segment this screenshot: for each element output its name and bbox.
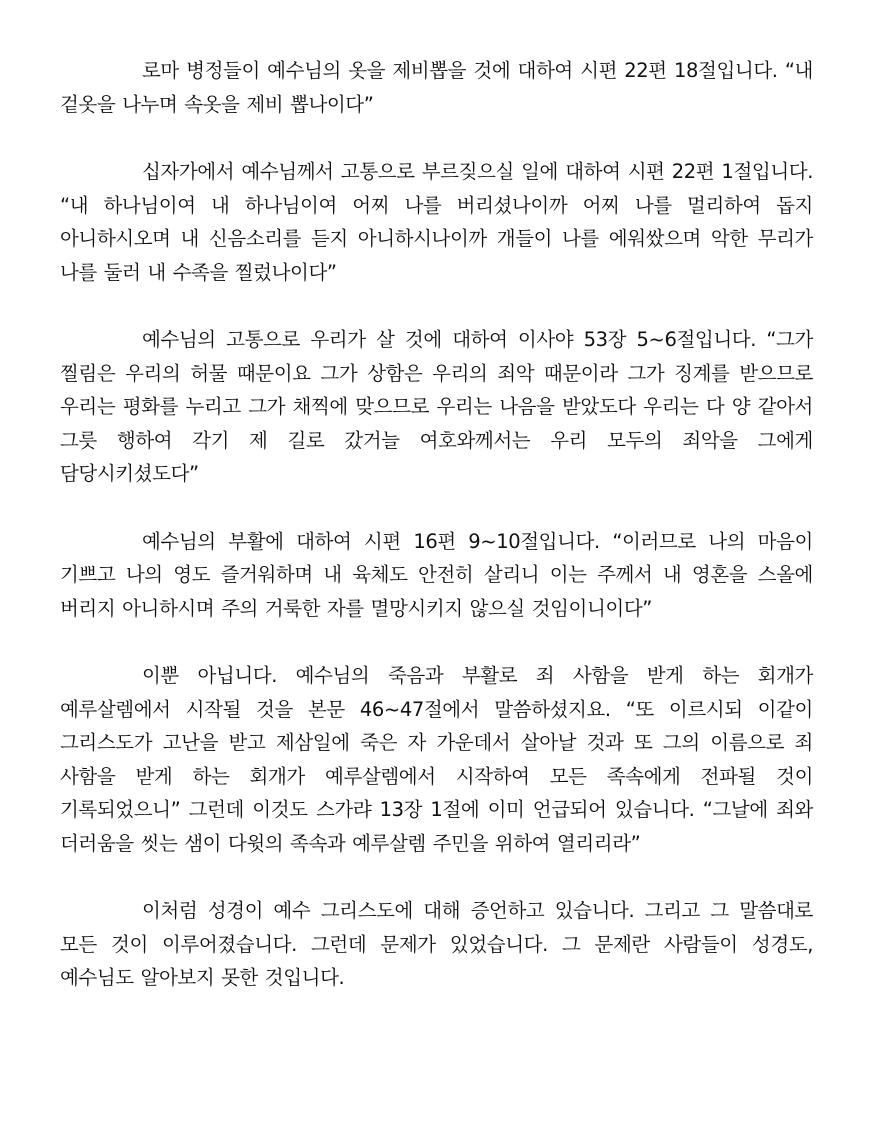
paragraph-psalm-16: 예수님의 부활에 대하여 시편 16편 9~10절입니다. “이러므로 나의 마음이 기쁘고 나의 영도 즐거워하며 내 육체도 안전히 살리니 이는 주께서 내 영혼을 스올에 버리지 아니하시며 주의 거룩한 자를 멸망시키지 않으실 것임이니이다”	[60, 529, 813, 620]
paragraph-psalm-22-18: 로마 병정들이 예수님의 옷을 제비뽑을 것에 대하여 시편 22편 18절입니다. “내 겉옷을 나누며 속옷을 제비 뽑나이다”	[60, 59, 813, 116]
paragraph-psalm-22-1: 십자가에서 예수님께서 고통으로 부르짖으실 일에 대하여 시편 22편 1절입니다. “내 하나님이여 내 하나님이여 어찌 나를 버리셨나이까 어찌 나를 멀리하여 돕지 아니하시오며 내 신음소리를 듣지 아니하시나이까 개들이 나를 에워쌌으며 악한 무리가 나를 둘러 내 수족을 찔렀나이다”	[60, 160, 813, 284]
paragraph-scripture-testimony: 이처럼 성경이 예수 그리스도에 대해 증언하고 있습니다. 그리고 그 말씀대로 모든 것이 이루어졌습니다. 그런데 문제가 있었습니다. 그 문제란 사람들이 성경도, 예수님도 알아보지 못한 것입니다.	[60, 899, 813, 989]
paragraph-isaiah-53: 예수님의 고통으로 우리가 살 것에 대하여 이사야 53장 5~6절입니다. “그가 찔림은 우리의 허물 때문이요 그가 상함은 우리의 죄악 때문이라 그가 징계를 받으므로 우리는 평화를 누리고 그가 채찍에 맞으므로 우리는 나음을 받았도다 우리는 다 양 같아서 그릇 행하여 각기 제 길로 갔거늘 여호와께서는 우리 모두의 죄악을 그에게 담당시키셨도다”	[60, 328, 813, 485]
paragraph-repentance-jerusalem: 이뿐 아닙니다. 예수님의 죽음과 부활로 죄 사함을 받게 하는 회개가 예루살렘에서 시작될 것을 본문 46~47절에서 말씀하셨지요. “또 이르시되 이같이 그리스도가 고난을 받고 제삼일에 죽은 자 가운데서 살아날 것과 또 그의 이름으로 죄 사함을 받게 하는 회개가 예루살렘에서 시작하여 모든 족속에게 전파될 것이 기록되었으니” 그런데 이것도 스가랴 13장 1절에 이미 언급되어 있습니다. “그날에 죄와 더러움을 씻는 샘이 다윗의 족속과 예루살렘 주민을 위하여 열리리라”	[60, 664, 813, 855]
